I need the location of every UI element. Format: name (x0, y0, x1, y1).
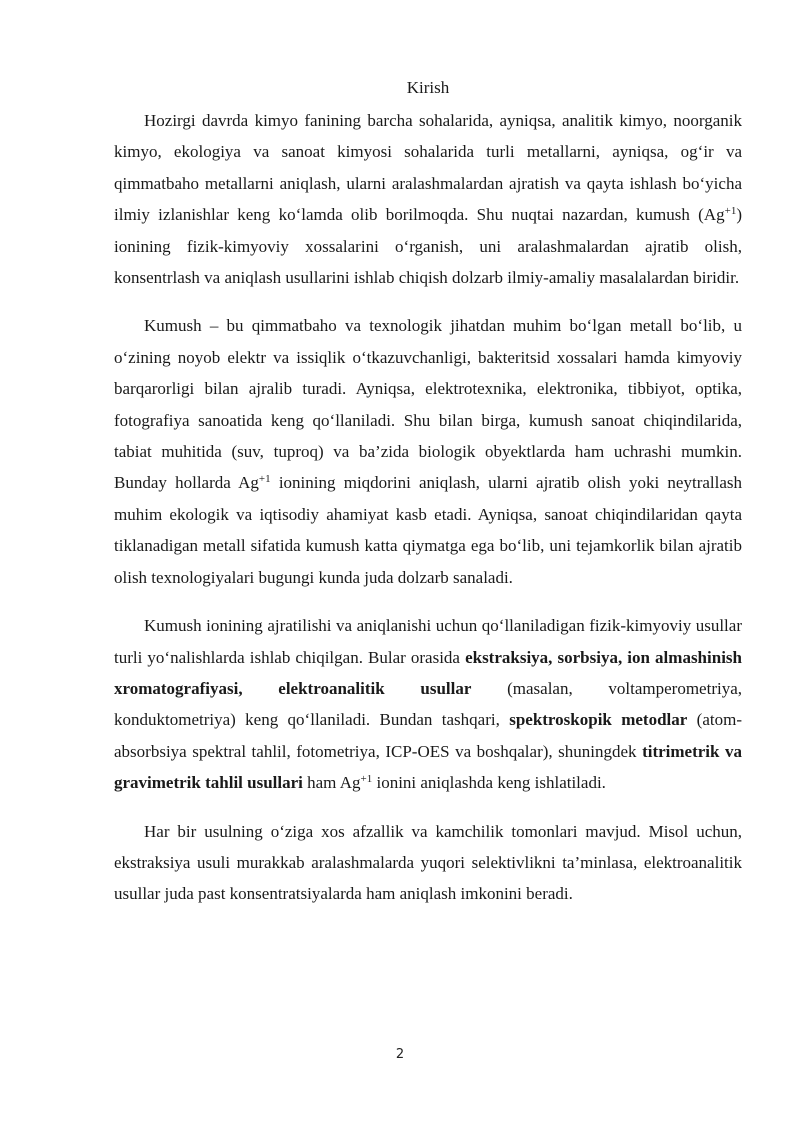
paragraph-3-bold-2: spektroskopik metodlar (509, 710, 688, 730)
paragraph-2-text-2: ionining miqdorini aniqlash, ularni ajratib olish yoki neytrallash muhim ekologik va iqtisodiy ahamiyat kasb etadi. Ayniqsa, sanoat chiqindilaridan qayta tiklanadigan metall sifatida kumush katta qiymatga ega bo‘lib, uni tejamkorlik bilan ajratib olish texnologiyalari bugungi kunda juda dolzarb sanaladi. (114, 473, 743, 587)
paragraph-1 (114, 105, 742, 293)
paragraph-3-bold-3: titrimetrik va gravimetrik tahlil usullari (114, 741, 743, 793)
page-number: 2 (395, 1047, 405, 1062)
paragraph-2-text-1: Kumush – bu qimmatbaho va texnologik jihatdan muhim bo‘lgan metall bo‘lib, u o‘zining noyob elektr va issiqlik o‘tkazuvchanligi, bakteritsid xossalari hamda kimyoviy barqarorligi bilan ajralib turadi. Ayniqsa, elektrotexnika, elektronika, tibbiyot, optika, fotografiya sanoatida keng qo‘llaniladi. Shu bilan birga, kumush sanoat chiqindilarida, tabiat muhitida (suv, tuproq) va ba’zida biologik obyektlarda ham uchrashi mumkin. Bunday hollarda Ag (114, 316, 742, 493)
charge-superscript: +1 (258, 473, 271, 486)
paragraph-4 (114, 816, 742, 910)
paragraph-3-text-4: ham Ag (302, 773, 361, 793)
document-page (114, 72, 742, 927)
paragraph-2 (114, 310, 742, 593)
paragraph-1-text-1: Hozirgi davrda kimyo fanining barcha sohalarida, ayniqsa, analitik kimyo, noorganik kimyo, ekologiya va sanoat kimyosi sohalarida turli metallarni, ayniqsa, og‘ir va qimmatbaho metallarni aniqlash, ularni aralashmalardan ajratish va qayta ishlash bo‘yicha ilmiy izlanishlar keng ko‘lamda olib borilmoqda. Shu nuqtai nazardan, kumush (Ag (114, 111, 742, 225)
paragraph-3-text-5: ionini aniqlashda keng ishlatiladi. (372, 773, 606, 793)
charge-superscript: +1 (724, 205, 737, 218)
charge-superscript: +1 (360, 773, 373, 786)
section-title: Kirish (406, 78, 450, 97)
paragraph-3-bold-1: ekstraksiya, sorbsiya, ion almashinish xromatografiyasi, elektroanalitik usullar (114, 647, 742, 698)
paragraph-3-text-2: (masalan, voltamperometriya, konduktometriya) keng qo‘llaniladi. Bundan tashqari, (114, 678, 742, 730)
paragraph-3-text-3: (atom-absorbsiya spektral tahlil, fotometriya, ICP-OES va boshqalar), shuningdek (114, 710, 742, 761)
paragraph-4-text-1: Har bir usulning o‘ziga xos afzallik va kamchilik tomonlari mavjud. Misol uchun, ekstraksiya usuli murakkab aralashmalarda yuqori selektivlikni ta’minlasa, elektroanalitik usullar juda past konsentratsiyalarda ham aniqlash imkonini beradi. (114, 821, 742, 904)
paragraph-3 (114, 610, 742, 798)
paragraph-1-text-2: ) ionining fizik-kimyoviy xossalarini o‘rganish, uni aralashmalardan ajratib olish, konsentrlash va aniqlash usullarini ishlab chiqish dolzarb ilmiy-amaliy masalalardan biridir. (114, 205, 742, 288)
paragraph-3-text-1: Kumush ionining ajratilishi va aniqlanishi uchun qo‘llaniladigan fizik-kimyoviy usullar turli yo‘nalishlarda ishlab chiqilgan. Bular orasida (114, 616, 742, 667)
